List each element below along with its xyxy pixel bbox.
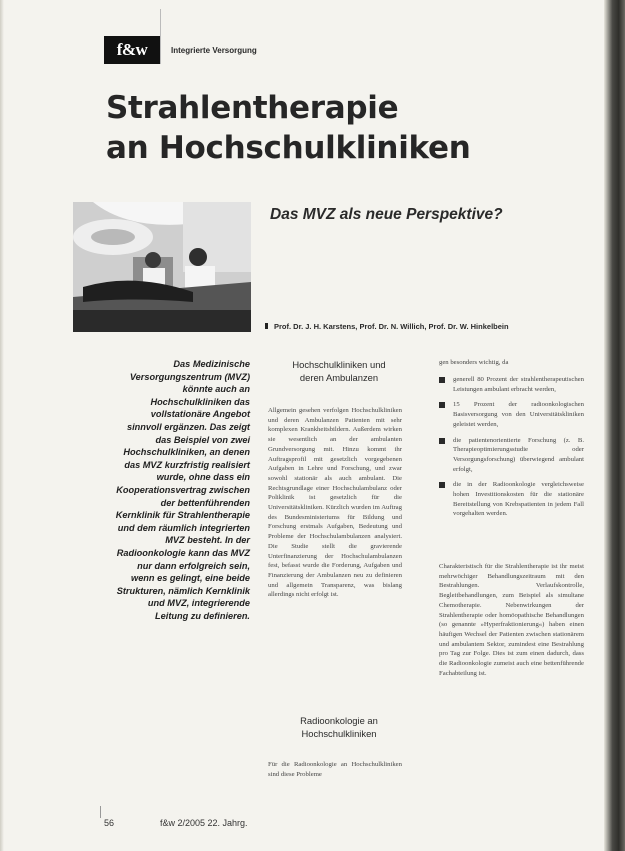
column-3-lead-text: gen besonders wichtig, da [439, 359, 509, 366]
column-2-text: Allgemein gesehen verfolgen Hochschulkliniken und deren Ambulanzen Patienten mit sehr komplexen Krankheitsbildern. Außerdem wirken sie wesentlich an der ambulanten Grundversorgung mit. Hinzu kommt ihr Auftragsprofil mit gesetzlich vorgegebenen Aufgaben in Lehre und Forschung, und zwar sowohl stationär als auch ambulant. Die Rechtsgrundlage einer Hochschulambulanz oder Poliklinik ist gesetzlich für die Universitätskliniken. Kürzlich wurden im Auftrag des Bundesministeriums für Bildung und Forschung erstmals Aufgaben, Bedeutung und Probleme der Hochschulambulanzen analysiert. Die Studie stellt die gravierende Unterfinanzierung der Hochschulambulanzen fest, befasst wurde die Forderung, Aufgaben und Finanzierung der Ambulanzen neu zu definieren und allgemein Transparenz, was bislang allerdings nicht erfolgt ist. [268, 407, 402, 599]
list-item: die patientenorientierte Forschung (z. B. Therapieoptimierungsstudie oder Versorgungsforschung) überwiegend ambulant erfolgt, [439, 436, 584, 475]
page-number: 56 [104, 818, 115, 828]
page-edge-shadow-left [0, 0, 4, 851]
list-item: die in der Radioonkologie vergleichsweise hohen Investitionskosten für die stationäre Bereitstellung von Krebspatienten in jedem Fall vorgehalten werden. [439, 480, 584, 519]
article-photo [73, 202, 251, 332]
article-title [106, 88, 556, 168]
article-subtitle: Das MVZ als neue Perspektive? [270, 206, 503, 223]
list-item: 15 Prozent der radioonkologischen Basisversorgung von den Universitätskliniken geleistet werden, [439, 400, 584, 429]
publication-logo: f&w [104, 36, 160, 64]
page-edge-shadow-right [604, 0, 625, 851]
title-line-2: an Hochschulkliniken [106, 130, 471, 166]
radiotherapy-photo-illustration [73, 202, 251, 332]
article-intro: Das Medizinische Versorgungszentrum (MVZ) könnte auch an Hochschulkliniken das vollstationäre Angebot sinnvoll ergänzen. Das zeigt das Beispiel von zwei Hochschulkliniken, an denen das MVZ kurzfristig realisiert wurde, ohne dass ein Kooperationsvertrag zwischen der bettenführenden Kernklinik für Strahlentherapie und dem räumlich integrierten MVZ besteht. In der Radioonkologie kann das MVZ nur dann erfolgreich sein, wenn es gelingt, eine beide Strukturen, nämlich Kernklinik und MVZ, integrierende Leitung zu definieren. [115, 359, 250, 621]
section-heading-2: Radioonkologie an Hochschulkliniken [300, 715, 378, 739]
header-divider [160, 9, 161, 64]
section-heading-1: Hochschulkliniken und deren Ambulanzen [292, 359, 386, 383]
author-bullet-icon [265, 326, 268, 329]
column-2-continued-text: Für die Radioonkologie an Hochschulkliniken sind diese Probleme [268, 761, 402, 778]
bullet-list [439, 375, 584, 525]
footer-tick [100, 806, 101, 818]
square-bullet-icon [439, 402, 445, 408]
list-item: generell 80 Prozent der strahlentherapeutischen Leistungen ambulant erbracht werden, [439, 375, 584, 394]
square-bullet-icon [439, 438, 445, 444]
title-line-1: Strahlentherapie [106, 90, 399, 126]
column-3-text: Charakteristisch für die Strahlentherapie ist ihr meist mehrwöchiger Behandlungszeitraum mit den Bestrahlungen. Verlaufskontrolle, Begleitbehandlungen, zum Beispiel als simultane Chemotherapie. Nebenwirkungen der Strahlentherapie oder homöopathische Behandlungen (so genannte »Hyperfraktionierung«) haben einen häufigen Wechsel der Patienten zwischen stationärem und ambulantem Sektor, zumindest eine Bestrahlung pro Tag zur Folge. Dies ist zum einen dadurch, dass die Radioonkologie zumeist auch eine bettenführende Fachabteilung ist. [439, 563, 584, 677]
square-bullet-icon [439, 482, 445, 488]
author-line [265, 322, 509, 331]
authors-text: Prof. Dr. J. H. Karstens, Prof. Dr. N. Willich, Prof. Dr. W. Hinkelbein [274, 322, 509, 331]
section-label: Integrierte Versorgung [171, 46, 257, 55]
square-bullet-icon [439, 377, 445, 383]
publication-issue: f&w 2/2005 22. Jahrg. [160, 818, 248, 828]
